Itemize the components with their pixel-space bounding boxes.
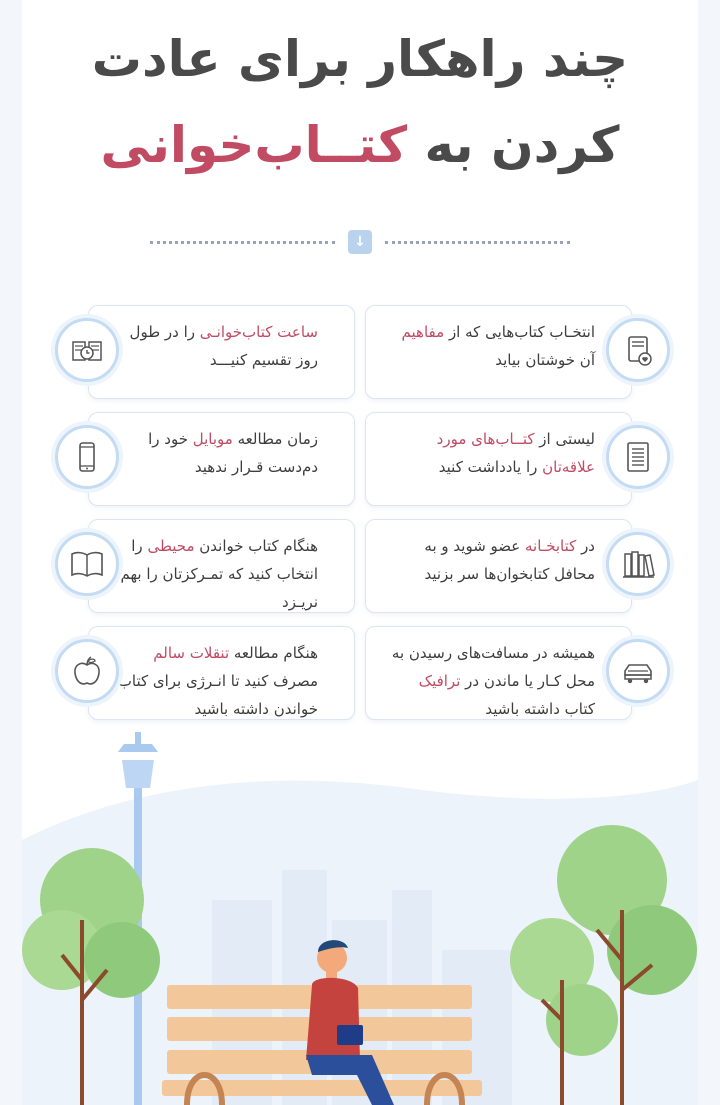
tip-text-3: [390, 425, 595, 481]
tip-card-2: [88, 305, 355, 399]
tip-card-8: [88, 626, 355, 720]
tip-text-4: [113, 425, 318, 481]
tip-segment: مصرف کنید تا انـرژی برای کتاب خواندن داشته باشید: [117, 672, 318, 718]
tip-card-3: [365, 412, 632, 506]
title-line-1: چند راهکار برای عادت: [91, 30, 629, 88]
open-book-icon: [55, 532, 119, 596]
tip-highlight: کتابخـانه: [525, 537, 577, 555]
tip-text-1: [390, 318, 595, 374]
down-arrow-icon: ↓: [348, 230, 372, 254]
title-line-2-accent: کتــاب‌خوانی: [100, 116, 408, 174]
tip-card-5: [365, 519, 632, 613]
tip-segment: آن خوشتان بیاید: [495, 351, 595, 369]
tip-text-2: [113, 318, 318, 374]
tip-segment: هنگام مطالعه: [229, 644, 318, 662]
section-divider: [150, 230, 570, 254]
book-list-icon: [606, 425, 670, 489]
tip-segment: در: [576, 537, 595, 555]
open-book-clock-icon: [55, 318, 119, 382]
park-illustration: [22, 720, 698, 1105]
apple-icon: [55, 639, 119, 703]
tip-highlight: تنقلات سالم: [153, 644, 230, 662]
tip-highlight: مفاهیم: [401, 323, 445, 341]
car-icon: [606, 639, 670, 703]
tip-card-7: [365, 626, 632, 720]
tip-highlight: موبایل: [192, 430, 233, 448]
title-line-2: [22, 110, 698, 180]
tip-segment: همیشه در مسافت‌های رسیدن به محل کـار یا ماندن در: [391, 644, 595, 690]
tip-segment: عضو شوید و به محافل کتابخوان‌ها سر بزنید: [424, 537, 595, 583]
tip-text-5: [390, 532, 595, 588]
tip-highlight: محیطی: [147, 537, 195, 555]
tip-segment: را یادداشت کنید: [438, 458, 543, 476]
tip-card-4: [88, 412, 355, 506]
tip-segment: خود را دم‌دست قـرار ندهید: [148, 430, 318, 476]
dotted-line-right: [385, 241, 570, 244]
mobile-phone-icon: [55, 425, 119, 489]
tip-segment: لیستی از: [534, 430, 595, 448]
tip-segment: را در طول روز تقسیم کنیـــد: [129, 323, 318, 369]
book-heart-icon: [606, 318, 670, 382]
tip-highlight: ساعت کتاب‌خوانـی: [199, 323, 318, 341]
tip-highlight: ترافیک: [418, 672, 461, 690]
title-line-2-prefix: کردن به: [424, 116, 620, 174]
tip-segment: انتخـاب کتاب‌هایی که از: [444, 323, 595, 341]
tip-text-6: [113, 532, 318, 616]
tip-text-7: [390, 639, 595, 723]
tip-highlight: کتــاب‌های مورد علاقه‌تان: [436, 430, 595, 476]
tip-card-1: [365, 305, 632, 399]
tip-segment: کتاب داشته باشید: [485, 700, 595, 718]
tip-segment: را انتخاب کنید که تمـرکزتان را بهم نریـزد: [120, 537, 318, 611]
tip-text-8: [113, 639, 318, 723]
library-books-icon: [606, 532, 670, 596]
dotted-line-left: [150, 241, 335, 244]
tip-card-6: [88, 519, 355, 613]
tip-segment: هنگام کتاب خواندن: [194, 537, 318, 555]
tip-segment: زمان مطالعه: [232, 430, 318, 448]
